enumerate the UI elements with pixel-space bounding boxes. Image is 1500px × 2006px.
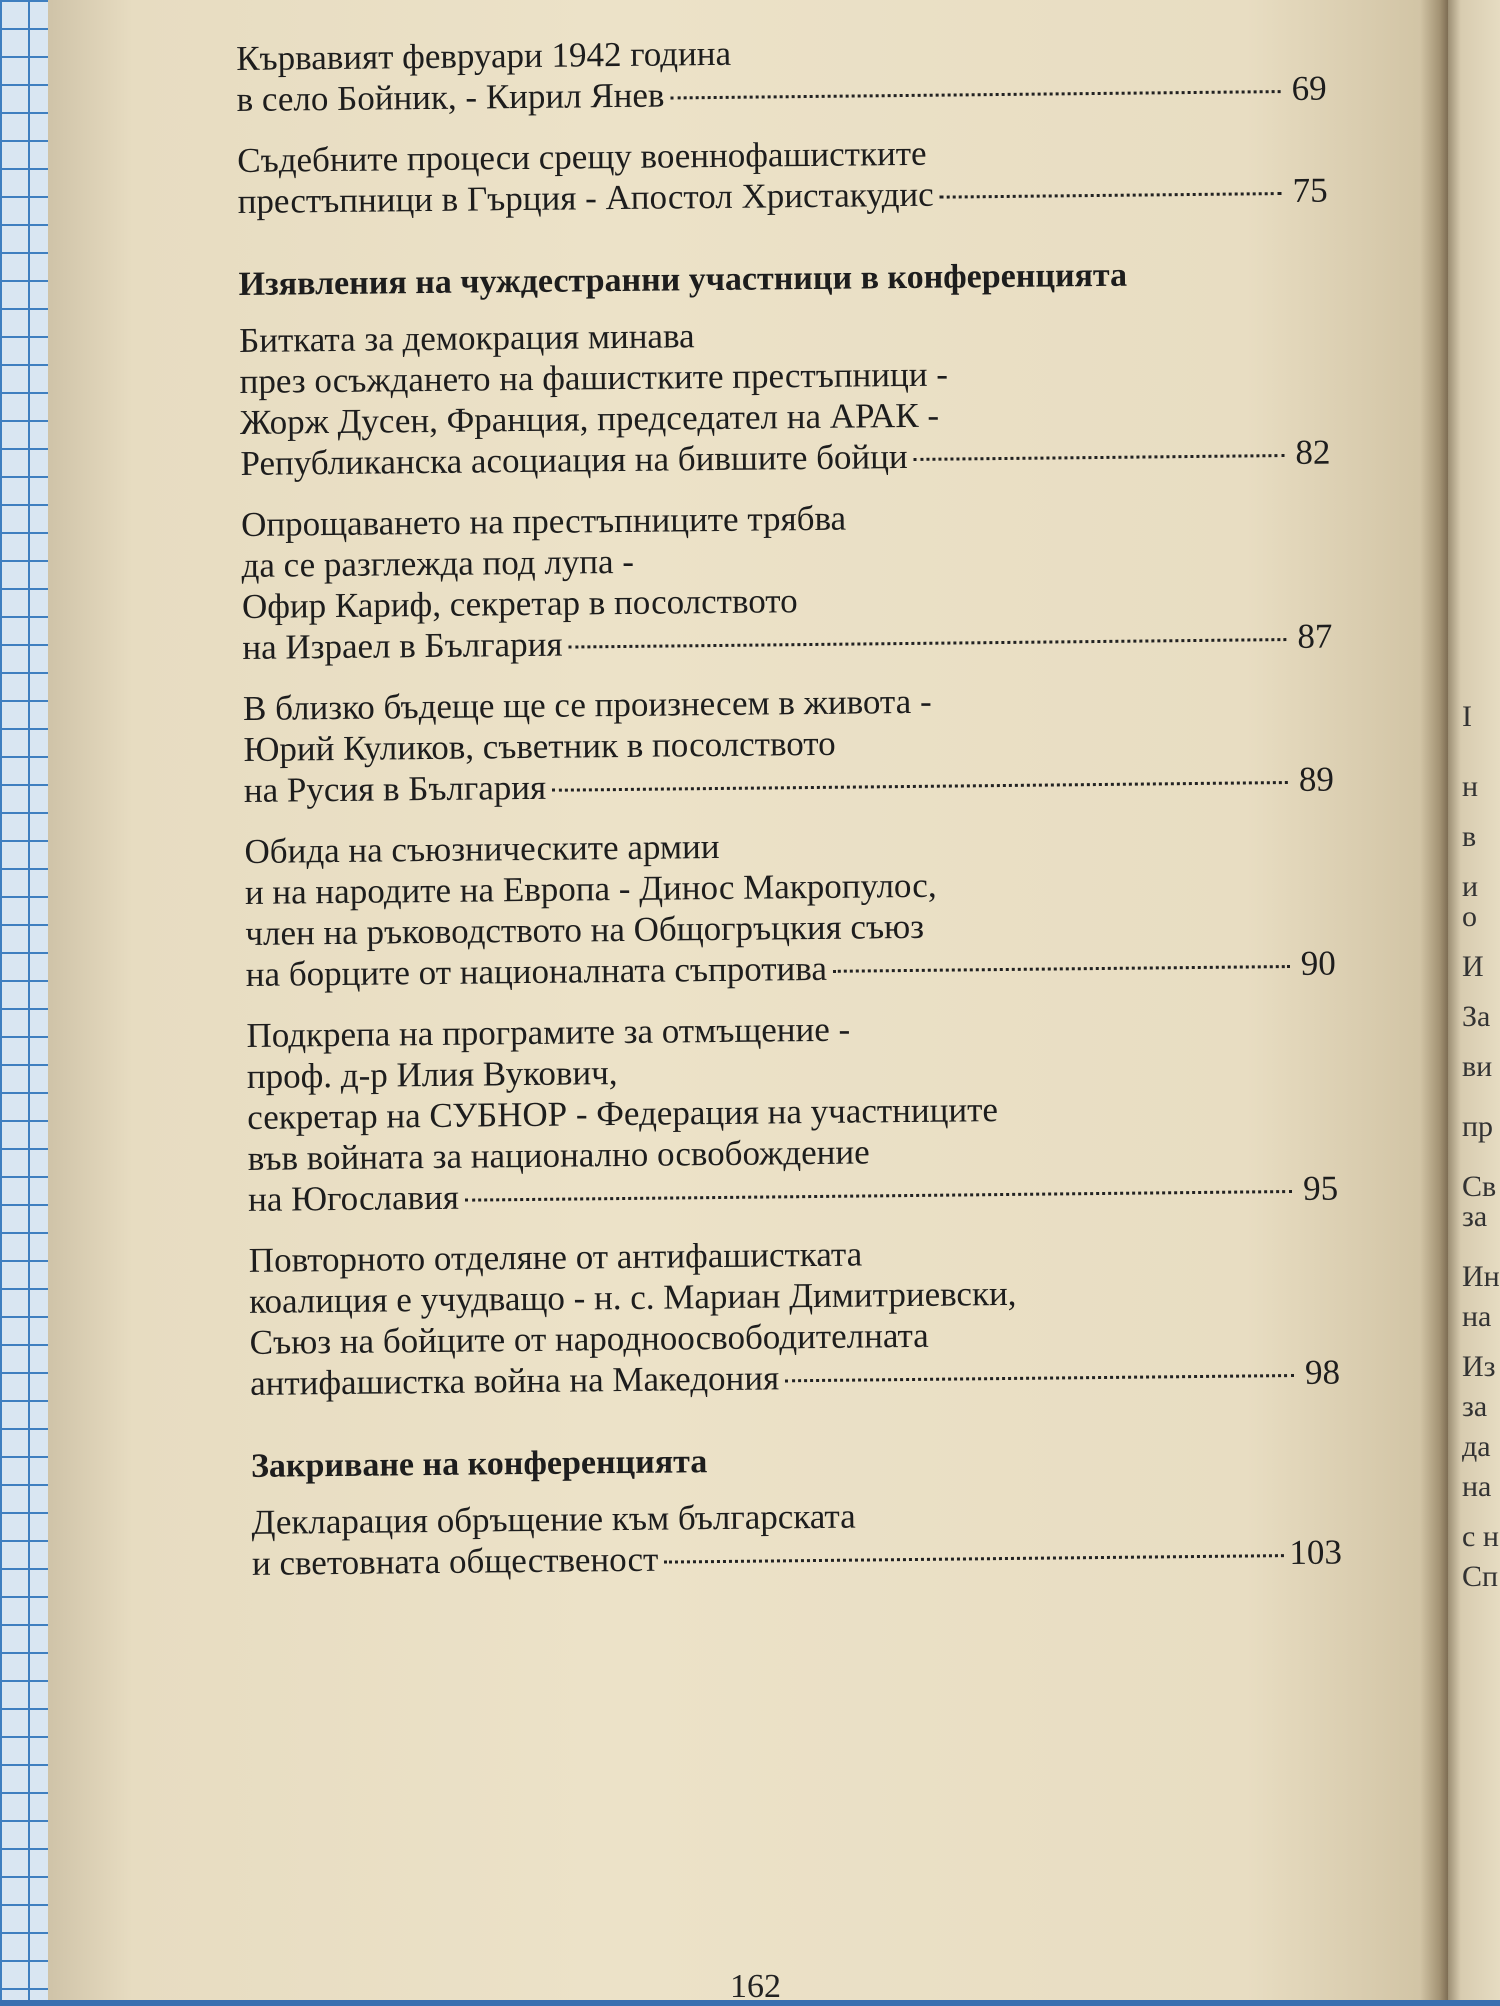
toc-entry-line: и световната общественост [251,1539,659,1583]
toc-page-number: 82 [1295,432,1331,472]
toc-entry-line: Кървавият февруари 1942 година [236,33,732,78]
toc-entry [241,493,1333,668]
opposite-page-text-fragment: да [1462,1430,1491,1463]
toc-page-number: 95 [1302,1168,1339,1208]
opposite-page-text-fragment: за [1462,1390,1488,1423]
toc-entry-line: проф. д-р Илия Вукович, [246,1053,618,1096]
opposite-page-text-fragment: Св [1462,1170,1497,1203]
opposite-page-text-fragment: на [1462,1470,1492,1503]
dot-leader [785,1374,1294,1382]
toc-entry-line: Декларация обръщение към българската [251,1496,856,1542]
toc-entry-line: Републиканска асоциация на бившите бойци [240,436,908,483]
toc-entry [236,27,1327,120]
toc-entry [244,820,1336,995]
toc-group-1 [236,27,1328,222]
toc-group-2 [239,309,1340,1404]
dot-leader [670,90,1280,99]
page-number: 162 [730,1968,781,2005]
dot-leader [465,1190,1292,1202]
toc-entry-line: и на народите на Европа - Динос Макропулос, [244,865,937,912]
toc-entry-line: през осъждането на фашистките престъпници - [239,354,949,401]
opposite-page-edge [1448,0,1500,2000]
toc-entry [243,677,1334,811]
toc-entry [251,1491,1342,1584]
toc-entry-line: на борците от националната съпротива [245,948,828,994]
table-of-contents [236,27,1342,1604]
opposite-page-text-fragment: на [1462,1300,1492,1333]
toc-entry-line: антифашистка война на Македония [249,1358,780,1403]
toc-entry-line: на Русия в България [243,767,547,810]
dot-leader [552,781,1288,792]
opposite-page-text-fragment: пр [1462,1110,1494,1143]
toc-entry-line: във войната за национално освобождение [247,1132,870,1178]
opposite-page-text-fragment: за [1462,1200,1488,1233]
toc-entry-line: в село Бойник, - Кирил Янев [236,75,665,119]
opposite-page-text-fragment: в [1462,820,1477,853]
opposite-page-text-fragment: Сп [1462,1560,1499,1593]
opposite-page-text-fragment: Из [1462,1350,1496,1383]
opposite-page-text-fragment: I [1462,700,1472,733]
toc-entry-line: В близко бъдеще ще се произнесем в живота - [242,681,932,728]
section-heading-foreign-participants: Изявления на чуждестранни участници в конференцията [238,256,1128,303]
dot-leader [914,454,1285,461]
opposite-page-text-fragment: с н [1462,1520,1499,1553]
dot-leader [940,192,1282,199]
opposite-page-text-fragment: н [1462,770,1479,803]
toc-entry-line: Юрий Куликов, съветник в посолството [243,723,836,769]
toc-entry-line: да се разглежда под лупа - [241,541,635,585]
toc-page-number: 98 [1304,1352,1341,1392]
opposite-page-text-fragment: И [1462,950,1484,983]
opposite-page-text-fragment: о [1462,900,1477,933]
toc-page-number: 89 [1298,759,1335,799]
toc-entry [246,1004,1338,1220]
toc-entry [239,309,1331,484]
section-heading-closing: Закриване на конференцията [250,1443,708,1485]
toc-page-number: 87 [1297,616,1333,656]
toc-entry-line: секретар на СУБНОР - Федерация на участниците [247,1090,999,1137]
toc-entry-line: Офир Кариф, секретар в посолството [241,581,798,626]
toc-entry-line: Съдебните процеси срещу военнофашистките [237,133,927,180]
toc-entry-line: Битката за демокрация минава [238,316,695,360]
opposite-page-text-fragment: Ин [1462,1260,1500,1293]
toc-entry-line: коалиция е учудващо - н. с. Мариан Димитриевски, [249,1273,1017,1321]
toc-entry-line: Съюз на бойците от народноосвободителната [249,1315,929,1362]
toc-page-number: 103 [1289,1532,1343,1573]
toc-entry-line: Обида на съюзническите армии [244,826,720,871]
toc-entry [237,129,1328,222]
toc-entry [249,1229,1341,1404]
dot-leader [833,965,1290,973]
toc-entry-line: престъпници в Гърция - Апостол Христакудис [237,174,934,221]
toc-entry-line: на Югославия [247,1177,460,1219]
toc-page-number: 75 [1292,170,1328,210]
toc-page-number: 90 [1300,943,1336,983]
toc-entry-line: Повторното отделяне от антифашистката [248,1234,863,1280]
toc-entry-line: Подкрепа на програмите за отмъщение - [246,1009,851,1055]
toc-group-3 [251,1491,1342,1584]
toc-entry-line: член на ръководството на Общогръцкия съюз [245,906,925,953]
toc-entry-line: Опрощаването на престъпниците трябва [240,498,847,544]
opposite-page-text-fragment: ви [1462,1050,1493,1083]
toc-entry-line: Жорж Дусен, Франция, председател на АРАК - [239,395,940,442]
dot-leader [568,638,1286,649]
opposite-page-text-fragment: и [1462,870,1479,903]
dot-leader [664,1554,1283,1563]
book-spine-shadow [1420,0,1448,2000]
opposite-page-text-fragment: За [1462,1000,1491,1033]
toc-entry-line: на Израел в България [242,624,563,667]
toc-page-number: 69 [1291,68,1327,108]
